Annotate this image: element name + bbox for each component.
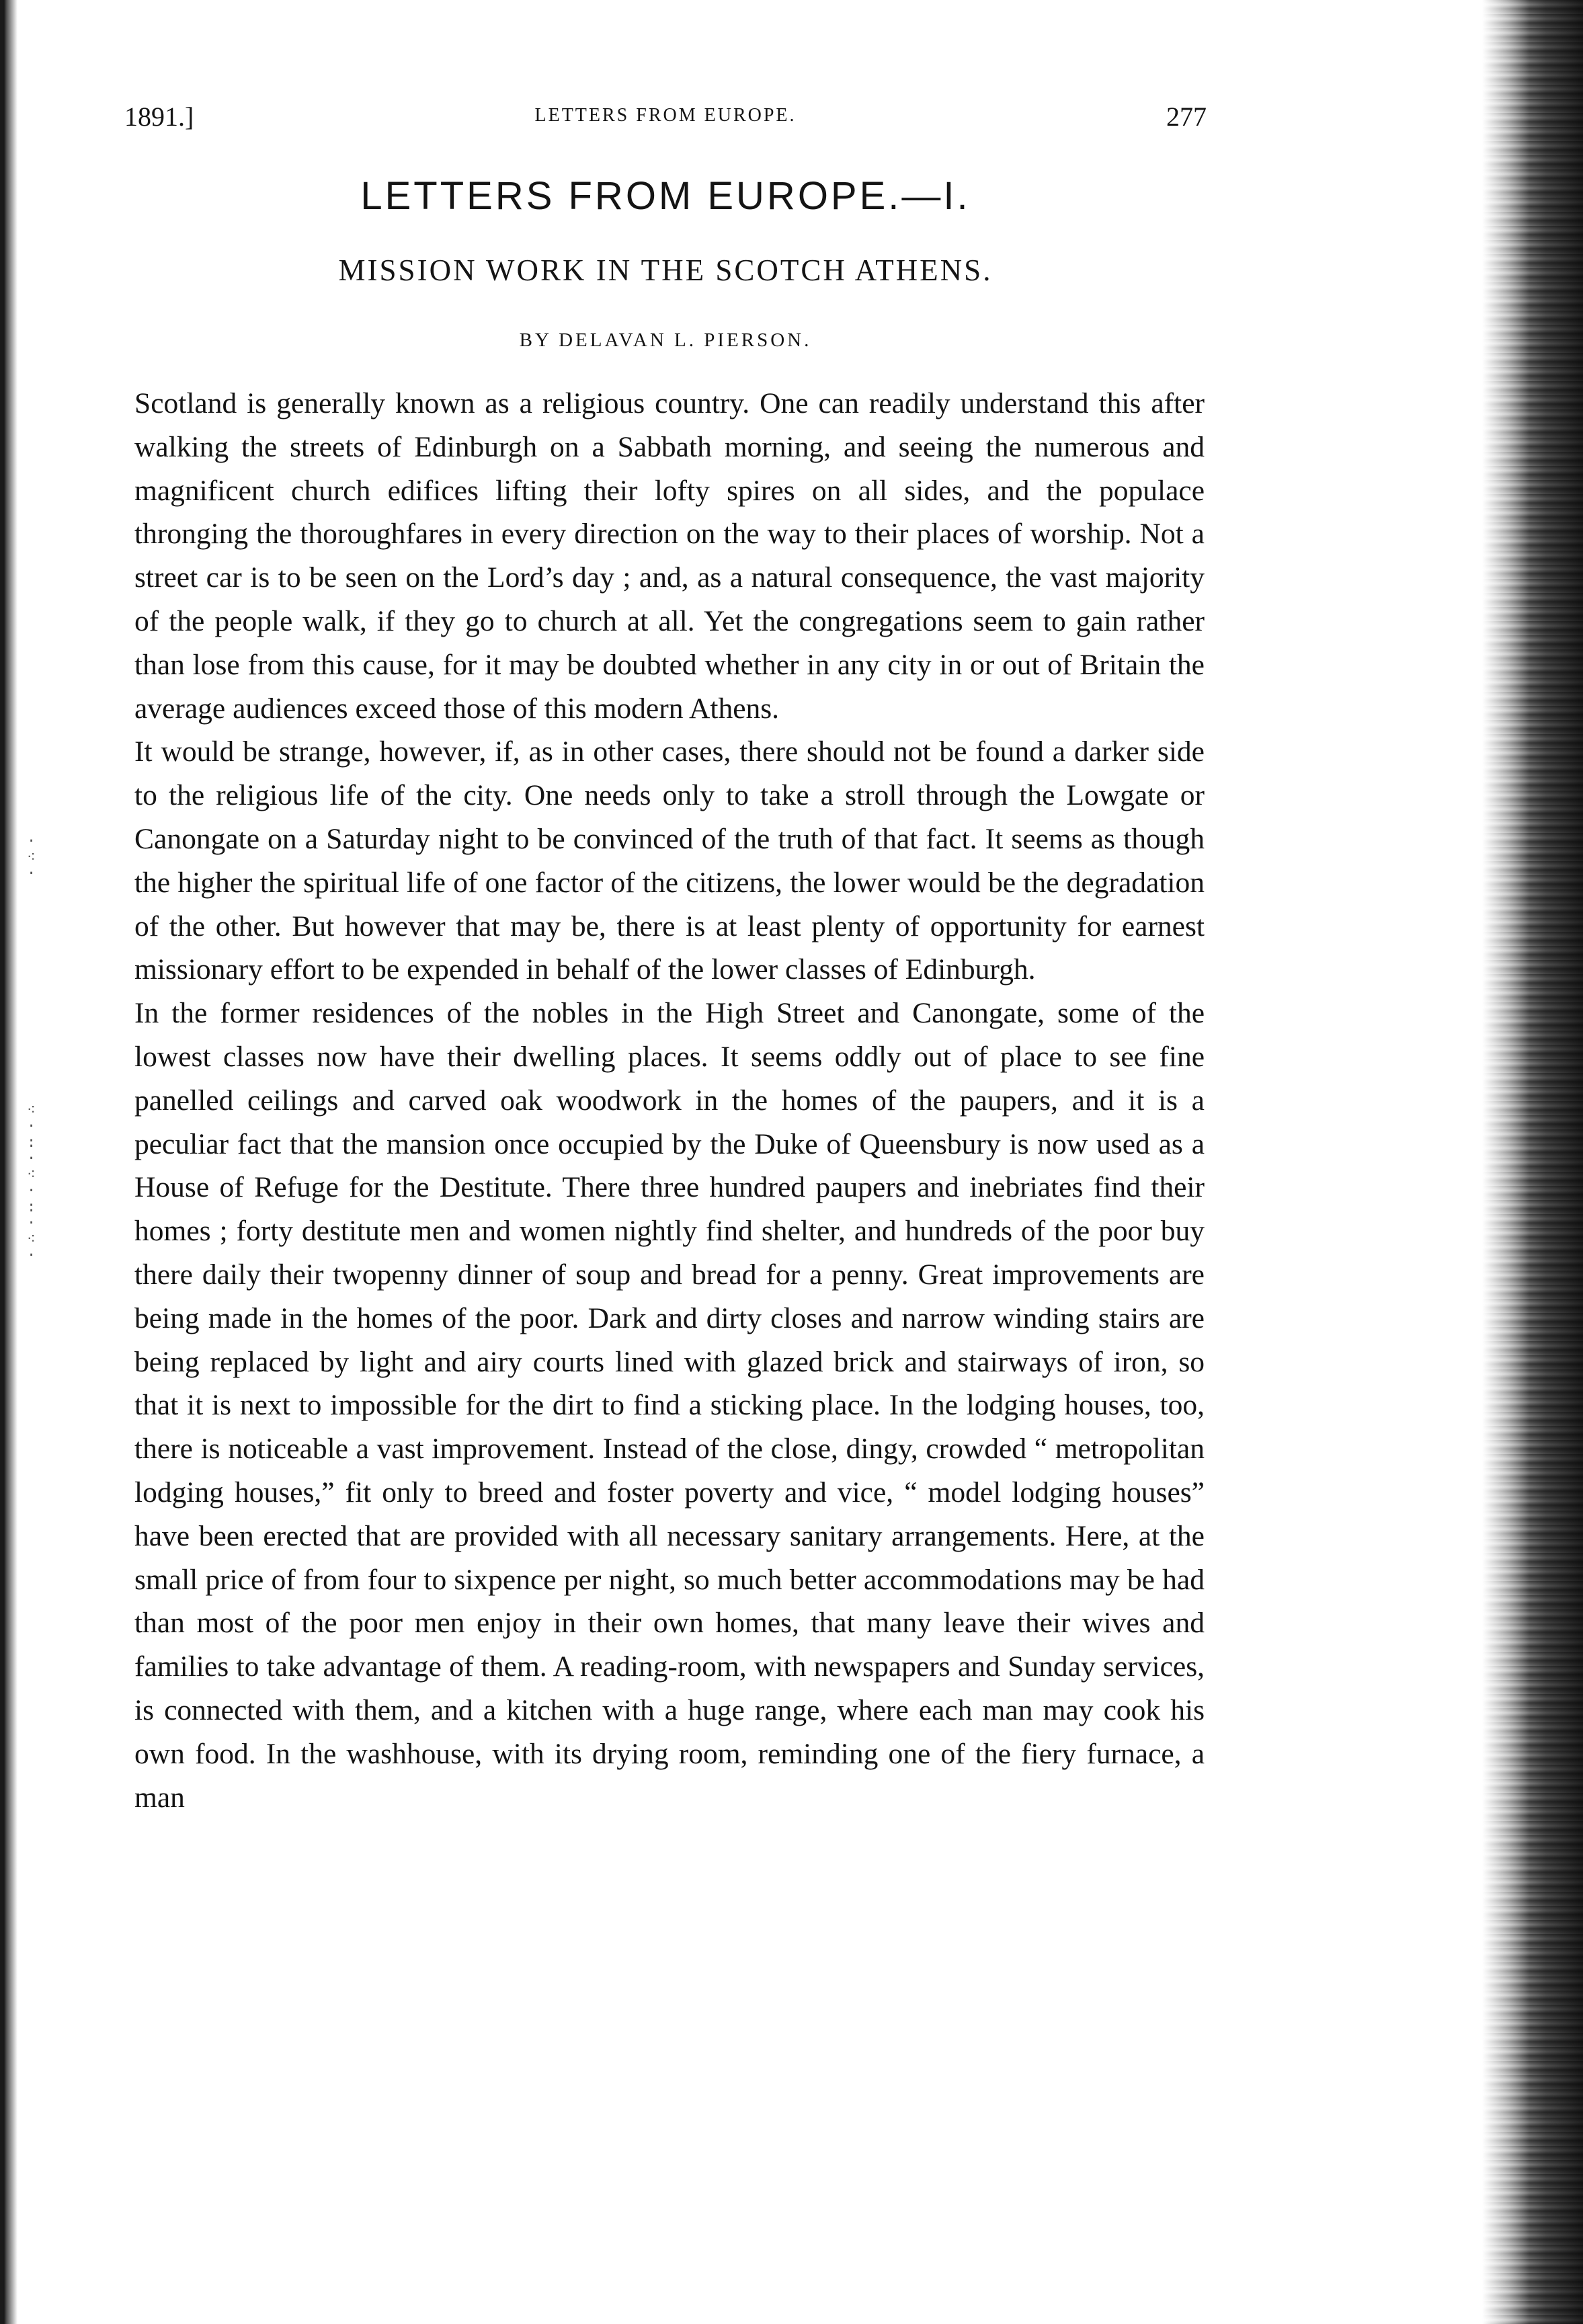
margin-specks-upper: · ⁖ ·	[27, 833, 38, 882]
scan-right-edge	[1482, 0, 1583, 2324]
running-head-title: LETTERS FROM EUROPE.	[534, 105, 797, 126]
article-title: LETTERS FROM EUROPE.—I.	[360, 174, 971, 218]
article-subtitle: MISSION WORK IN THE SCOTCH ATHENS.	[338, 253, 993, 287]
paragraph: In the former residences of the nobles in the High Street and Canongate, some of the lowest classes now have their dwelling places. It seems oddly out of place to see fine panelled ceilings and carved oak woodwork in the homes of the paupers, and it is a peculiar fact that the mansion once occupied by the Duke of Queensbury is now used as a House of Refuge for the Destitute. There three hundred paupers and inebriates find their homes ; forty destitute men and women nightly find shelter, and hundreds of the poor buy there daily their twopenny dinner of soup and bread for a penny. Great improvements are being made in the homes of the poor. Dark and dirty closes and narrow winding stairs are being replaced by light and airy courts lined with glazed brick and stairways of iron, so that it is next to impossible for the dirt to find a sticking place. In the lodging houses, too, there is noticeable a vast improvement. Instead of the close, dingy, crowded “ metropolitan lodging houses,” fit only to breed and foster poverty and vice, “ model lodging houses” have been erected that are provided with all necessary sanitary arrangements. Here, at the small price of from four to sixpence per night, so much better accommodations may be had than most of the poor men enjoy in their own homes, that many leave their wives and families to take advantage of them. A reading-room, with newspapers and Sunday services, is connected with them, and a kitchen with a huge range, where each man may cook his own food. In the washhouse, with its drying room, reminding one of the fiery furnace, a man	[134, 997, 1205, 1814]
margin-specks-lower: ⁖ · : · ⁖ · : · ⁖ ·	[27, 1102, 38, 1264]
page-number: 277	[1166, 102, 1207, 132]
article-byline: BY DELAVAN L. PIERSON.	[519, 329, 812, 351]
scan-left-edge	[0, 0, 17, 2324]
article-body	[134, 382, 1205, 1819]
paragraph: Scotland is generally known as a religious country. One can readily understand this after walking the streets of Edinburgh on a Sabbath morning, and seeing the numerous and magnificent church edifices lifting their lofty spires on all sides, and the populace thronging the thoroughfares in every direction on the way to their places of worship. Not a street car is to be seen on the Lord’s day ; and, as a natural consequence, the vast majority of the people walk, if they go to church at all. Yet the congregations seem to gain rather than lose from this cause, for it may be doubted whether in any city in or out of Britain the average audiences exceed those of this modern Athens.	[134, 387, 1205, 725]
paragraph: It would be strange, however, if, as in other cases, there should not be found a darker side to the religious life of the city. One needs only to take a stroll through the Lowgate or Canongate on a Saturday night to be convinced of the truth of that fact. It seems as though the higher the spiritual life of one factor of the citizens, the lower would be the degradation of the other. But however that may be, there is at least plenty of opportunity for earnest missionary effort to be expended in behalf of the lower classes of Edinburgh.	[134, 735, 1205, 986]
running-head-year: 1891.]	[124, 102, 194, 132]
running-head	[124, 101, 1207, 141]
